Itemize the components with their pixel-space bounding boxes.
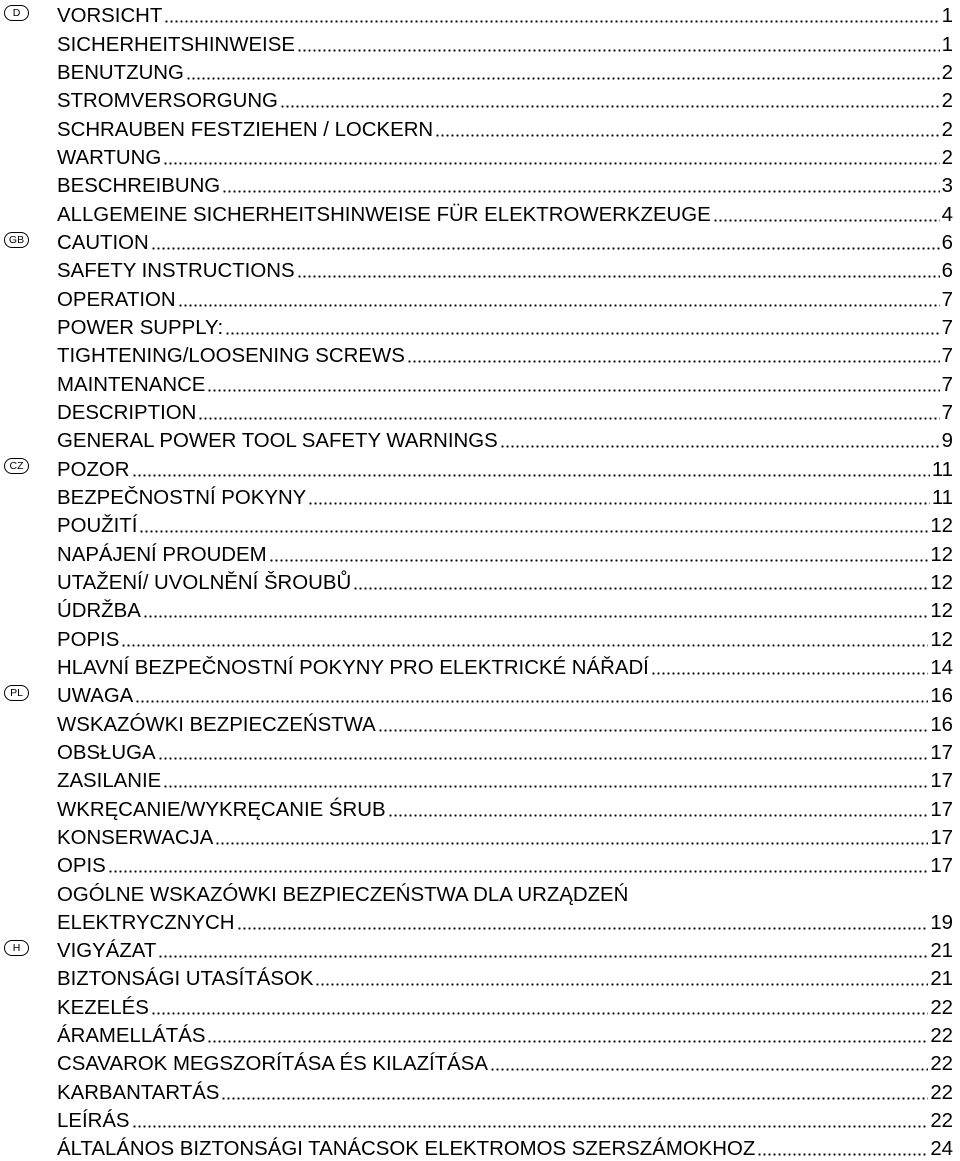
toc-entry-page-number: 22 (930, 1110, 953, 1133)
toc-entry[interactable] (57, 680, 953, 708)
dot-leader (207, 389, 939, 392)
dot-leader (388, 814, 929, 817)
toc-entry-title: KARBANTARTÁS (57, 1081, 220, 1104)
toc-entry-title: SICHERHEITSHINWEISE (57, 33, 295, 56)
dot-leader (353, 587, 928, 590)
toc-entry-title: KEZELÉS (57, 996, 149, 1019)
toc-entry-page-number: 16 (930, 685, 953, 708)
dot-leader (151, 1012, 929, 1015)
toc-entry-page-number: 9 (941, 430, 953, 453)
toc-entry-title: DESCRIPTION (57, 401, 197, 424)
toc-entry-title: BESCHREIBUNG (57, 175, 221, 198)
toc-entry-page-number: 22 (930, 1053, 953, 1076)
toc-entry-title: WSKAZÓWKI BEZPIECZEŃSTWA (57, 713, 376, 736)
language-section (0, 935, 960, 1161)
toc-entry-title: WKRĘCANIE/WYKRĘCANIE ŚRUB (57, 798, 386, 821)
toc-entry-page-number: 4 (941, 203, 953, 226)
toc-entry-title: MAINTENANCE (57, 373, 206, 396)
toc-entry[interactable] (57, 793, 953, 821)
toc-entry[interactable] (57, 538, 953, 566)
dot-leader (132, 474, 930, 477)
dot-leader (139, 530, 928, 533)
toc-entry-title: STROMVERSORGUNG (57, 90, 278, 113)
toc-entry-page-number: 6 (941, 260, 953, 283)
dot-leader (221, 1097, 928, 1100)
language-badge-icon: H (4, 940, 29, 956)
toc-entry-page-number: 2 (941, 146, 953, 169)
toc-entry-page-number: 22 (930, 1081, 953, 1104)
toc-entry-title: SAFETY INSTRUCTIONS (57, 260, 295, 283)
toc-entry-page-number: 17 (930, 741, 953, 764)
dot-leader (225, 332, 939, 335)
toc-entry-page-number: 1 (941, 33, 953, 56)
toc-entry-title: POWER SUPPLY: (57, 316, 224, 339)
toc-entry-page-number: 17 (930, 826, 953, 849)
toc-entry-title: VIGYÁZAT (57, 940, 157, 963)
dot-leader (215, 842, 928, 845)
toc-entry-page-number: 7 (941, 373, 953, 396)
toc-entry[interactable] (57, 0, 953, 28)
toc-entry-page-number: 7 (941, 401, 953, 424)
toc-entry[interactable] (57, 425, 953, 453)
toc-entry-title: KONSERWACJA (57, 826, 214, 849)
toc-entry[interactable] (57, 1020, 953, 1048)
language-badge-icon: CZ (4, 458, 29, 474)
toc-entry-page-number: 17 (930, 798, 953, 821)
toc-entry-page-number: 24 (930, 1138, 953, 1161)
dot-leader (163, 162, 939, 165)
dot-leader (178, 304, 940, 307)
toc-entry-title: VORSICHT (57, 5, 163, 28)
toc-entry-page-number: 3 (941, 175, 953, 198)
dot-leader (651, 672, 928, 675)
dot-leader (757, 1153, 928, 1156)
dot-leader (490, 1068, 928, 1071)
language-badge-icon: PL (4, 685, 29, 701)
toc-entry-page-number: 7 (941, 345, 953, 368)
dot-leader (308, 502, 930, 505)
toc-entry[interactable] (57, 482, 953, 510)
toc-entry[interactable] (57, 737, 953, 765)
dot-leader (222, 190, 940, 193)
dot-leader (280, 105, 940, 108)
toc-entry-page-number: 12 (930, 543, 953, 566)
dot-leader (297, 275, 940, 278)
toc-entry-wrapped-line (57, 878, 953, 906)
toc-entry[interactable] (57, 1105, 953, 1133)
toc-entry-title: WARTUNG (57, 146, 162, 169)
dot-leader (164, 20, 939, 23)
toc-entry-title: ÚDRŽBA (57, 600, 141, 623)
toc-entry-page-number: 2 (941, 61, 953, 84)
toc-entry-page-number: 17 (930, 770, 953, 793)
toc-entry[interactable] (57, 822, 953, 850)
language-section (0, 453, 960, 680)
toc-entry-title: POUŽITÍ (57, 515, 138, 538)
toc-entry-title: GENERAL POWER TOOL SAFETY WARNINGS (57, 430, 498, 453)
toc-entry[interactable] (57, 991, 953, 1019)
toc-entry-title: POZOR (57, 458, 130, 481)
toc-entry[interactable] (57, 907, 953, 935)
dot-leader (297, 49, 940, 52)
toc-entry[interactable] (57, 1048, 953, 1076)
toc-entry-title: ÁLTALÁNOS BIZTONSÁGI TANÁCSOK ELEKTROMOS SZERSZÁMOKHOZ (57, 1138, 756, 1161)
toc-entry[interactable] (57, 708, 953, 736)
language-badge-icon: D (4, 5, 29, 21)
toc-entry[interactable] (57, 1076, 953, 1104)
toc-entry[interactable] (57, 935, 953, 963)
toc-entry-page-number: 21 (930, 940, 953, 963)
dot-leader (163, 785, 928, 788)
dot-leader (435, 134, 940, 137)
toc-entry-title: OPERATION (57, 288, 176, 311)
toc-entry[interactable] (57, 510, 953, 538)
toc-entry[interactable] (57, 57, 953, 85)
toc-entry[interactable] (57, 963, 953, 991)
toc-entry-page-number: 22 (930, 1025, 953, 1048)
toc-entry[interactable] (57, 283, 953, 311)
toc-entry[interactable] (57, 595, 953, 623)
toc-entry-page-number: 7 (941, 316, 953, 339)
dot-leader (713, 219, 940, 222)
toc-entry-page-number: 17 (930, 855, 953, 878)
toc-entry[interactable] (57, 227, 953, 255)
toc-entry[interactable] (57, 623, 953, 651)
toc-entry-page-number: 6 (941, 231, 953, 254)
toc-entry-title: POPIS (57, 628, 120, 651)
toc-entry[interactable] (57, 652, 953, 680)
toc-entry-page-number: 11 (931, 458, 953, 481)
dot-leader (269, 559, 929, 562)
toc-entry[interactable] (57, 312, 953, 340)
language-section (0, 0, 960, 227)
dot-leader (207, 1040, 928, 1043)
toc-entry[interactable] (57, 368, 953, 396)
toc-entry-page-number: 19 (930, 911, 953, 934)
toc-entry-title: ELEKTRYCZNYCH (57, 911, 235, 934)
dot-leader (315, 983, 928, 986)
toc-entry-page-number: 12 (930, 571, 953, 594)
toc-entry-title: ÁRAMELLÁTÁS (57, 1025, 206, 1048)
dot-leader (132, 1125, 929, 1128)
dot-leader (237, 927, 929, 930)
toc-entry-page-number: 16 (930, 713, 953, 736)
dot-leader (143, 615, 928, 618)
toc-entry-title: HLAVNÍ BEZPEČNOSTNÍ POKYNY PRO ELEKTRICKÉ NÁŘADÍ (57, 656, 649, 679)
toc-entry[interactable] (57, 1133, 953, 1161)
dot-leader (135, 700, 928, 703)
toc-entry[interactable] (57, 198, 953, 226)
language-section (0, 227, 960, 454)
language-section (0, 680, 960, 935)
toc-entry-page-number: 22 (930, 996, 953, 1019)
toc-entry-title: UTAŽENÍ/ UVOLNĚNÍ ŠROUBŮ (57, 571, 352, 594)
toc-entry[interactable] (57, 113, 953, 141)
toc-entry[interactable] (57, 397, 953, 425)
toc-entry[interactable] (57, 170, 953, 198)
toc-entry-title: LEÍRÁS (57, 1110, 130, 1133)
dot-leader (158, 757, 929, 760)
toc-entry-title: OGÓLNE WSKAZÓWKI BEZPIECZEŃSTWA DLA URZĄDZEŃ (57, 883, 629, 906)
toc-entry-page-number: 11 (931, 486, 953, 509)
toc-entry-page-number: 12 (930, 600, 953, 623)
toc-entry-title: SCHRAUBEN FESTZIEHEN / LOCKERN (57, 118, 434, 141)
toc-entry[interactable] (57, 255, 953, 283)
toc-entry-page-number: 1 (941, 5, 953, 28)
toc-entry-title: BIZTONSÁGI UTASÍTÁSOK (57, 968, 314, 991)
dot-leader (108, 870, 929, 873)
language-badge-icon: GB (4, 232, 29, 248)
toc-entry-title: NAPÁJENÍ PROUDEM (57, 543, 267, 566)
toc-entry-page-number: 2 (941, 118, 953, 141)
dot-leader (151, 247, 940, 250)
toc-entry[interactable] (57, 765, 953, 793)
toc-entry[interactable] (57, 28, 953, 56)
toc-entry[interactable] (57, 142, 953, 170)
dot-leader (186, 77, 940, 80)
dot-leader (378, 729, 929, 732)
dot-leader (121, 644, 928, 647)
toc-entry-page-number: 12 (930, 515, 953, 538)
toc-entry-title: TIGHTENING/LOOSENING SCREWS (57, 345, 405, 368)
toc-entry-title: CAUTION (57, 231, 149, 254)
toc-entry-page-number: 12 (930, 628, 953, 651)
toc-entry-page-number: 7 (941, 288, 953, 311)
toc-entry-title: UWAGA (57, 685, 134, 708)
toc-entry[interactable] (57, 453, 953, 481)
dot-leader (198, 417, 939, 420)
toc-entry[interactable] (57, 340, 953, 368)
toc-entry-page-number: 2 (941, 90, 953, 113)
toc-entry-title: BENUTZUNG (57, 61, 184, 84)
toc-entry[interactable] (57, 850, 953, 878)
toc-entry-title: ZASILANIE (57, 770, 162, 793)
toc-entry-title: OBSŁUGA (57, 741, 156, 764)
toc-entry-title: BEZPEČNOSTNÍ POKYNY (57, 486, 307, 509)
toc-entry-page-number: 21 (930, 968, 953, 991)
toc-entry-title: OPIS (57, 855, 106, 878)
dot-leader (158, 955, 928, 958)
toc-entry-page-number: 14 (930, 656, 953, 679)
dot-leader (407, 360, 940, 363)
dot-leader (500, 445, 940, 448)
toc-entry[interactable] (57, 85, 953, 113)
toc-entry[interactable] (57, 567, 953, 595)
toc-entry-title: ALLGEMEINE SICHERHEITSHINWEISE FÜR ELEKTROWERKZEUGE (57, 203, 711, 226)
toc-entry-title: CSAVAROK MEGSZORÍTÁSA ÉS KILAZÍTÁSA (57, 1053, 488, 1076)
